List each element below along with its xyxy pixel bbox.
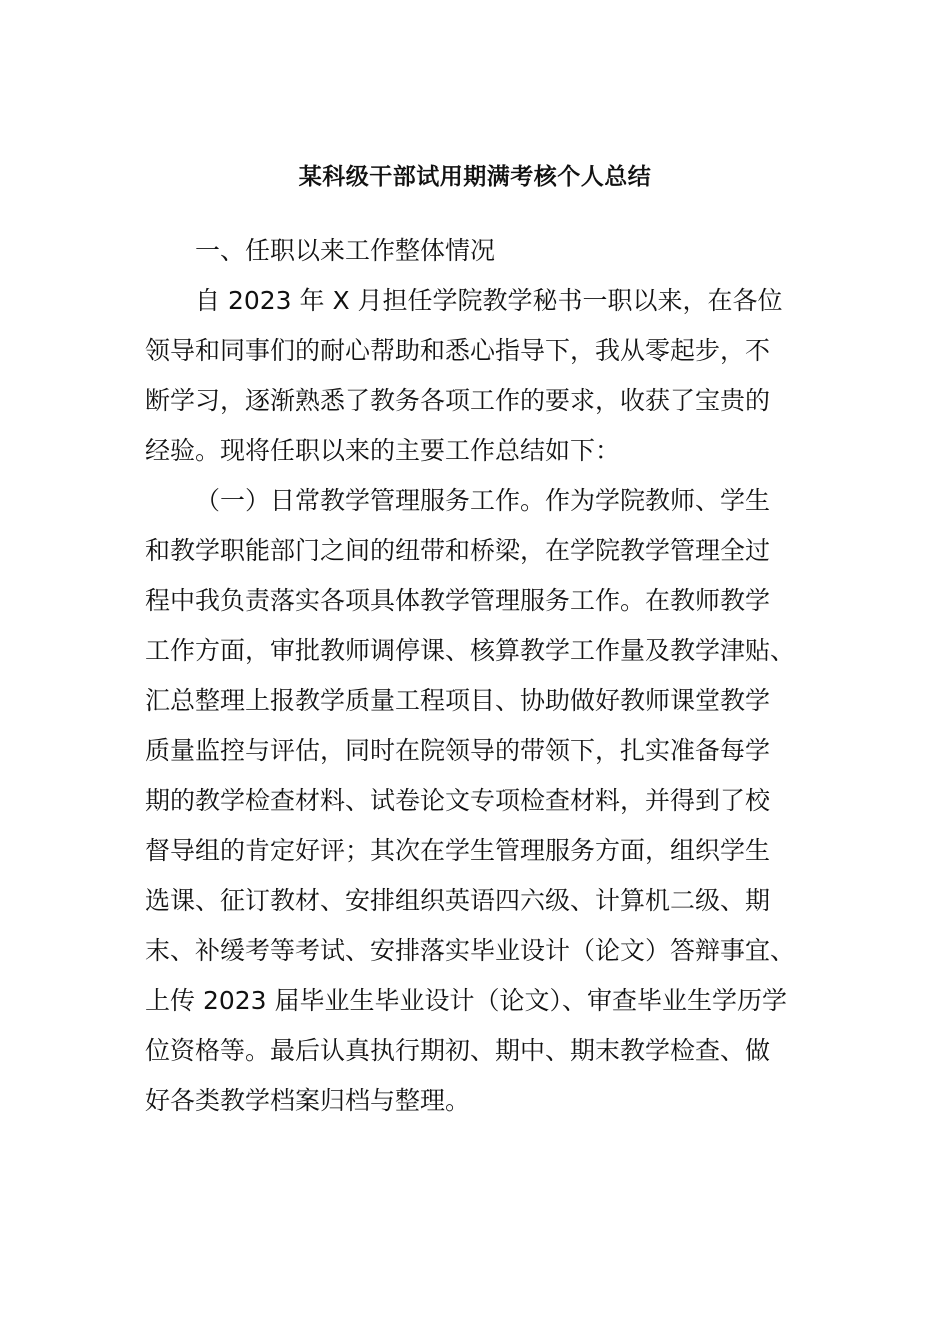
paragraph-2-line: 好各类教学档案归档与整理。 [145, 1086, 471, 1115]
paragraph-2-line: 程中我负责落实各项具体教学管理服务工作。在教师教学 [145, 586, 771, 615]
paragraph-2-line: 工作方面，审批教师调停课、核算教学工作量及教学津贴、 [145, 636, 796, 665]
paragraph-1-line: 自 2023 年 X 月担任学院教学秘书一职以来，在各位 [195, 286, 783, 315]
paragraph-2-line: 选课、征订教材、安排组织英语四六级、计算机二级、期 [145, 886, 771, 915]
paragraph-2-line: 期的教学检查材料、试卷论文专项检查材料，并得到了校 [145, 786, 771, 815]
paragraph-2-line: 汇总整理上报教学质量工程项目、协助做好教师课堂教学 [145, 686, 771, 715]
paragraph-2-line: （一）日常教学管理服务工作。作为学院教师、学生 [195, 486, 771, 515]
paragraph-1-line: 断学习，逐渐熟悉了教务各项工作的要求，收获了宝贵的 [145, 386, 771, 415]
paragraph-1-line: 经验。现将任职以来的主要工作总结如下： [145, 436, 621, 465]
paragraph-2-line: 位资格等。最后认真执行期初、期中、期末教学检查、做 [145, 1036, 771, 1065]
document-title: 某科级干部试用期满考核个人总结 [298, 164, 652, 190]
paragraph-2-line: 末、补缓考等考试、安排落实毕业设计（论文）答辩事宜、 [145, 936, 796, 965]
paragraph-2-line: 和教学职能部门之间的纽带和桥梁，在学院教学管理全过 [145, 536, 771, 565]
paragraph-2-line: 督导组的肯定好评；其次在学生管理服务方面，组织学生 [145, 836, 771, 865]
paragraph-2-line: 质量监控与评估，同时在院领导的带领下，扎实准备每学 [145, 736, 771, 765]
paragraph-2-line: 上传 2023 届毕业生毕业设计（论文）、审查毕业生学历学 [145, 986, 788, 1015]
section-heading: 一、任职以来工作整体情况 [195, 236, 496, 265]
paragraph-1-line: 领导和同事们的耐心帮助和悉心指导下，我从零起步，不 [145, 336, 771, 365]
